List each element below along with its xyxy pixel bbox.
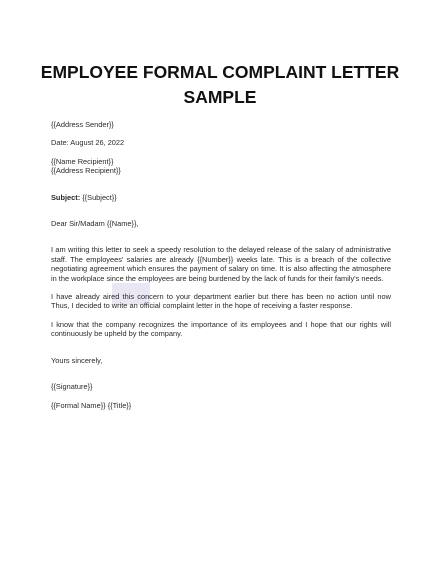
closing: Yours sincerely,: [51, 355, 103, 365]
address-sender: {{Address Sender}}: [51, 120, 114, 129]
formal-name: {{Formal Name}} {{Title}}: [51, 400, 132, 410]
letter-date: Date: August 26, 2022: [51, 138, 125, 148]
greeting: Dear Sir/Madam {{Name}},: [51, 219, 139, 229]
signature: {{Signature}}: [51, 382, 93, 392]
address-recipient: {{Address Recipient}}: [51, 166, 121, 176]
title-line-2: SAMPLE: [183, 87, 257, 107]
paragraph-3: I know that the company recognizes the importance of its employees and I hope that our rights will continuously be upheld by the company.: [51, 319, 391, 339]
paragraph-1: I am writing this letter to seek a speedy resolution to the delayed release of the salary of administrative staff. The employees' salaries are already {{Number}} weeks late. This is a breach of the collective negotiating agreement which ensures the payment of salary on time. It is also affecting the atmosphere in the workplace since the employees are being burdened by the lack of funds for their family's needs.: [51, 245, 391, 283]
page-title: [30, 60, 410, 110]
subject-label: Subject:: [51, 192, 81, 202]
subject-value: {{Subject}}: [80, 192, 117, 202]
paragraph-2: I have already aired this concern to your department earlier but there has been no action until now Thus, I decided to write an official complaint letter in the hope of receiving a faster response.: [51, 292, 391, 311]
title-line-1: EMPLOYEE FORMAL COMPLAINT LETTER: [40, 62, 400, 82]
letter-body: [51, 120, 391, 410]
name-recipient: {{Name Recipient}}: [51, 156, 114, 166]
subject-line: [51, 193, 391, 202]
